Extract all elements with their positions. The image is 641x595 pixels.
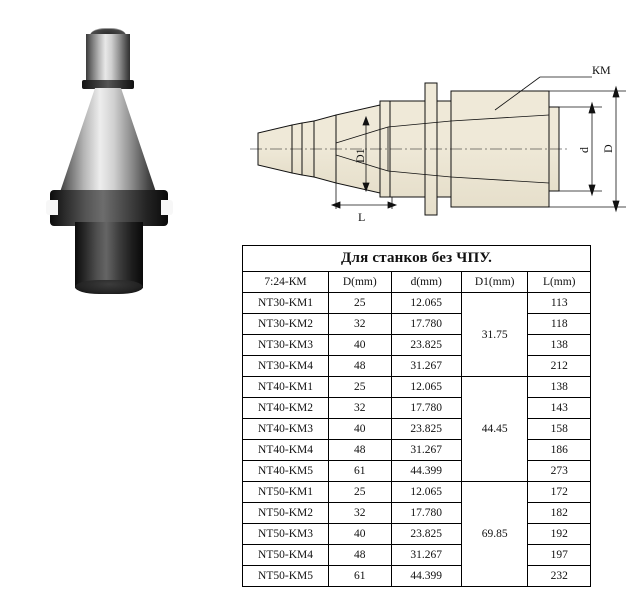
cell-d: 12.065 [391, 377, 461, 398]
photo-shank-end [75, 280, 143, 294]
cell-d: 44.399 [391, 566, 461, 587]
cell-L: 273 [528, 461, 591, 482]
table-row [243, 482, 591, 503]
cell-model: NT30-KM3 [243, 335, 329, 356]
cell-L: 186 [528, 440, 591, 461]
table-row [243, 356, 591, 377]
table-header-row [243, 272, 591, 293]
table-row [243, 440, 591, 461]
cell-model: NT50-KM2 [243, 503, 329, 524]
cell-d: 23.825 [391, 524, 461, 545]
cell-D1-group: 69.85 [461, 482, 528, 587]
drawing-label-d1: D1 [353, 148, 367, 163]
cell-D: 25 [329, 293, 392, 314]
cell-D: 40 [329, 524, 392, 545]
cell-d: 31.267 [391, 356, 461, 377]
cell-D: 25 [329, 377, 392, 398]
table-row [243, 524, 591, 545]
photo-flange [50, 190, 168, 226]
cell-D: 48 [329, 440, 392, 461]
cell-model: NT30-KM1 [243, 293, 329, 314]
photo-shank-stem [75, 222, 143, 288]
cell-model: NT50-KM1 [243, 482, 329, 503]
tool-holder-photo [28, 10, 208, 300]
photo-groove-ring [82, 80, 134, 89]
cell-L: 138 [528, 335, 591, 356]
cell-d: 17.780 [391, 503, 461, 524]
cell-model: NT50-KM5 [243, 566, 329, 587]
header-L: L(mm) [528, 272, 591, 293]
photo-flange-notch-left [46, 200, 58, 215]
table-row [243, 293, 591, 314]
cell-model: NT30-KM2 [243, 314, 329, 335]
cell-L: 118 [528, 314, 591, 335]
cell-D: 61 [329, 566, 392, 587]
header-model: 7:24-КМ [243, 272, 329, 293]
cell-D: 32 [329, 314, 392, 335]
technical-drawing [240, 55, 635, 240]
table-row [243, 377, 591, 398]
cell-D: 40 [329, 419, 392, 440]
spec-table [242, 245, 591, 587]
cell-D: 48 [329, 356, 392, 377]
drawing-label-l: L [358, 210, 366, 224]
cell-D1-group: 44.45 [461, 377, 528, 482]
cell-L: 197 [528, 545, 591, 566]
cell-L: 172 [528, 482, 591, 503]
cell-D: 48 [329, 545, 392, 566]
drawing-label-km: КМ [592, 63, 611, 77]
cell-L: 138 [528, 377, 591, 398]
cell-d: 17.780 [391, 398, 461, 419]
header-d: d(mm) [391, 272, 461, 293]
cell-d: 23.825 [391, 335, 461, 356]
cell-d: 23.825 [391, 419, 461, 440]
header-D1: D1(mm) [461, 272, 528, 293]
cell-model: NT40-KM4 [243, 440, 329, 461]
cell-d: 31.267 [391, 545, 461, 566]
photo-flange-notch-right [161, 200, 173, 215]
cell-D: 61 [329, 461, 392, 482]
cell-L: 143 [528, 398, 591, 419]
photo-neck [86, 34, 130, 86]
cell-D: 32 [329, 398, 392, 419]
cell-model: NT40-KM1 [243, 377, 329, 398]
table-row [243, 503, 591, 524]
cell-D: 25 [329, 482, 392, 503]
cell-model: NT40-KM5 [243, 461, 329, 482]
cell-L: 158 [528, 419, 591, 440]
cell-L: 182 [528, 503, 591, 524]
table-title: Для станков без ЧПУ. [243, 246, 591, 272]
cell-L: 232 [528, 566, 591, 587]
cell-model: NT40-KM3 [243, 419, 329, 440]
table-row [243, 566, 591, 587]
drawing-label-d-small: d [577, 147, 591, 153]
cell-D1-group: 31.75 [461, 293, 528, 377]
cell-d: 12.065 [391, 482, 461, 503]
table-row [243, 335, 591, 356]
cell-d: 31.267 [391, 440, 461, 461]
photo-taper-body [58, 88, 158, 198]
table-title-row [243, 246, 591, 272]
cell-d: 12.065 [391, 293, 461, 314]
drawing-label-d-big: D [601, 144, 615, 153]
spec-table-container [242, 245, 591, 587]
cell-L: 212 [528, 356, 591, 377]
cell-d: 44.399 [391, 461, 461, 482]
cell-model: NT50-KM4 [243, 545, 329, 566]
cell-L: 113 [528, 293, 591, 314]
cell-L: 192 [528, 524, 591, 545]
table-row [243, 419, 591, 440]
cell-model: NT40-KM2 [243, 398, 329, 419]
cell-d: 17.780 [391, 314, 461, 335]
cell-model: NT30-KM4 [243, 356, 329, 377]
cell-model: NT50-KM3 [243, 524, 329, 545]
cell-D: 40 [329, 335, 392, 356]
header-D: D(mm) [329, 272, 392, 293]
table-row [243, 461, 591, 482]
table-row [243, 398, 591, 419]
table-row [243, 314, 591, 335]
cell-D: 32 [329, 503, 392, 524]
table-row [243, 545, 591, 566]
